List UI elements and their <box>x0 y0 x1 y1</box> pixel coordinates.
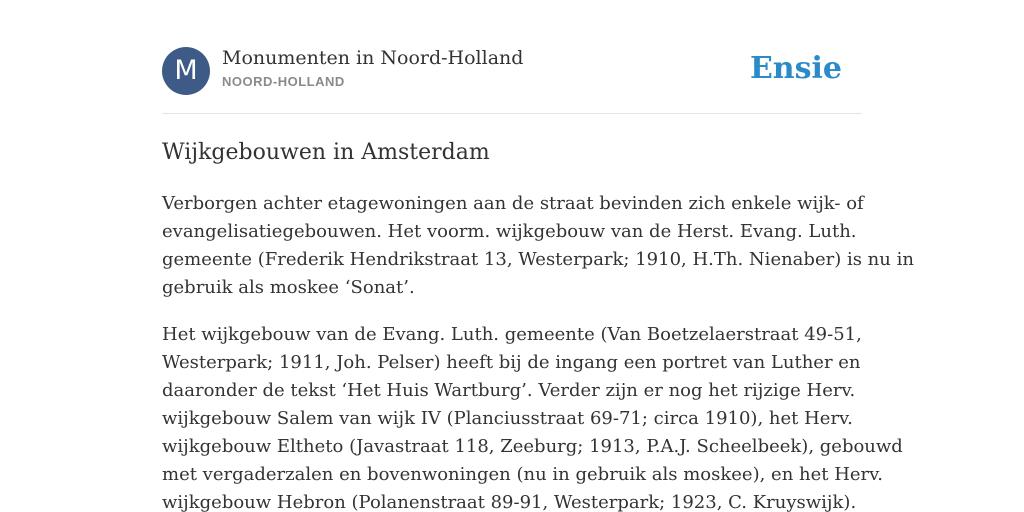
paragraph-line: Westerpark; 1911, Joh. Pelser) heeft bij de ingang een portret van Luther en <box>162 352 861 373</box>
paragraph-line: gebruik als moskee ‘Sonat’. <box>162 277 415 298</box>
paragraph-line: daaronder de tekst ‘Het Huis Wartburg’. Verder zijn er nog het rijzige Herv. <box>162 380 856 401</box>
paragraph-line: Verborgen achter etagewoningen aan de straat bevinden zich enkele wijk- of <box>162 193 864 214</box>
paragraph-line: wijkgebouw Salem van wijk IV (Planciusstraat 69-71; circa 1910), het Herv. <box>162 408 853 429</box>
paragraph-line: gemeente (Frederik Hendrikstraat 13, Westerpark; 1910, H.Th. Nienaber) is nu in <box>162 249 914 270</box>
source-header <box>162 46 862 96</box>
source-subtitle: NOORD-HOLLAND <box>222 74 345 89</box>
source-avatar[interactable]: M <box>162 47 210 95</box>
article-paragraph-2 <box>162 321 903 512</box>
paragraph-line: evangelisatiegebouwen. Het voorm. wijkgebouw van de Herst. Evang. Luth. <box>162 221 857 242</box>
source-title-link[interactable]: Monumenten in Noord-Holland <box>222 47 524 69</box>
article-paragraph-1 <box>162 190 914 302</box>
paragraph-line: wijkgebouw Eltheto (Javastraat 118, Zeeburg; 1913, P.A.J. Scheelbeek), gebouwd <box>162 436 903 457</box>
brand-logo-link[interactable]: Ensie <box>749 51 842 86</box>
header-divider <box>162 113 862 114</box>
article-title: Wijkgebouwen in Amsterdam <box>162 140 490 165</box>
paragraph-line: Het wijkgebouw van de Evang. Luth. gemeente (Van Boetzelaerstraat 49-51, <box>162 324 862 345</box>
paragraph-line: met vergaderzalen en bovenwoningen (nu in gebruik als moskee), en het Herv. <box>162 464 883 485</box>
article-content <box>162 138 914 512</box>
paragraph-line: wijkgebouw Hebron (Polanenstraat 89-91, Westerpark; 1923, C. Kruyswijk). <box>162 492 857 512</box>
